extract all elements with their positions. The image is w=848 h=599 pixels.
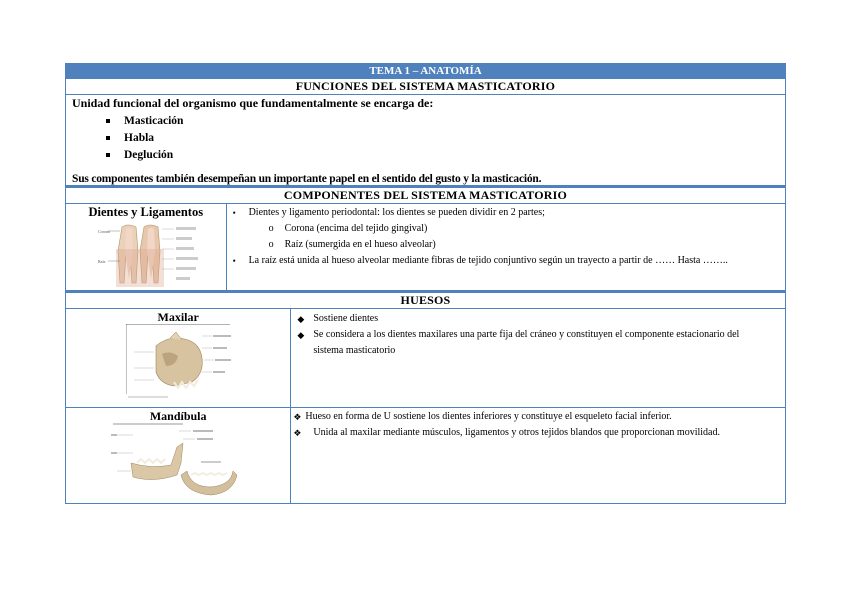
diamond-bullet-icon: ◆ [297,314,305,324]
maxilar-label: Maxilar [157,310,199,324]
circle-bullet-icon: o [268,223,274,234]
list-item: Masticación [106,113,183,130]
mandibula-description [291,408,785,503]
maxilar-row [65,309,786,408]
dientes-row [65,204,786,291]
funciones-note: Sus componentes también desempeñan un importante papel en el sentido del gusto y la masticación. [72,173,542,185]
componentes-title: COMPONENTES DEL SISTEMA MASTICATORIO [65,188,786,204]
tooth-diagram-image [98,221,218,289]
svg-text:Raíz: Raíz [98,259,106,264]
list-item: o Corona (encima del tejido gingival) [227,221,785,237]
list-item: ◆ Sostiene dientes [291,311,785,327]
square-bullet-icon [106,119,110,123]
circle-bullet-icon: o [268,239,274,250]
maxilar-description [291,309,785,407]
four-diamond-bullet-icon: ❖ [293,412,302,422]
funciones-body [65,95,786,186]
list-item: • Dientes y ligamento periodontal: los dientes se pueden dividir en 2 partes; [227,205,785,221]
list-item: Deglución [106,147,183,164]
bullet-icon: • [232,208,236,218]
tema-header: TEMA 1 – ANATOMÍA [65,63,786,79]
huesos-title: HUESOS [65,293,786,309]
list-item: • La raíz está unida al hueso alveolar mediante fibras de tejido conjuntivo según un trayecto a partir de …… Hasta …….. [227,253,785,269]
funciones-intro: Unidad funcional del organismo que fundamentalmente se encarga de: [72,96,434,110]
funciones-title: FUNCIONES DEL SISTEMA MASTICATORIO [65,79,786,95]
list-item: ❖ Hueso en forma de U sostiene los dientes inferiores y constituye el esqueleto facial inferior. [291,409,785,425]
mandibula-image [111,423,241,501]
four-diamond-bullet-icon: ❖ [293,428,302,438]
bullet-icon: • [232,256,236,266]
list-item: ❖ Unida al maxilar mediante músculos, ligamentos y otros tejidos blandos que proporcionan movilidad. [291,425,785,441]
dientes-label: Dientes y Ligamentos [88,205,204,219]
list-item: ◆ Se considera a los dientes maxilares una parte fija del cráneo y constituyen el componente estacionario del sistema masticatorio [297,329,740,356]
dientes-cell [66,204,227,290]
maxilar-image [126,324,236,404]
list-item: o Raíz (sumergida en el hueso alveolar) [227,237,785,253]
dientes-description [227,204,785,290]
document-table [65,63,786,504]
mandibula-row [65,408,786,504]
list-item: Habla [106,130,183,147]
maxilar-cell [66,309,291,407]
mandibula-cell [66,408,291,503]
diamond-bullet-icon: ◆ [297,330,305,340]
square-bullet-icon [106,136,110,140]
svg-text:Corona: Corona [98,229,110,234]
funciones-list [106,113,183,164]
square-bullet-icon [106,153,110,157]
mandibula-label: Mandíbula [149,409,207,423]
